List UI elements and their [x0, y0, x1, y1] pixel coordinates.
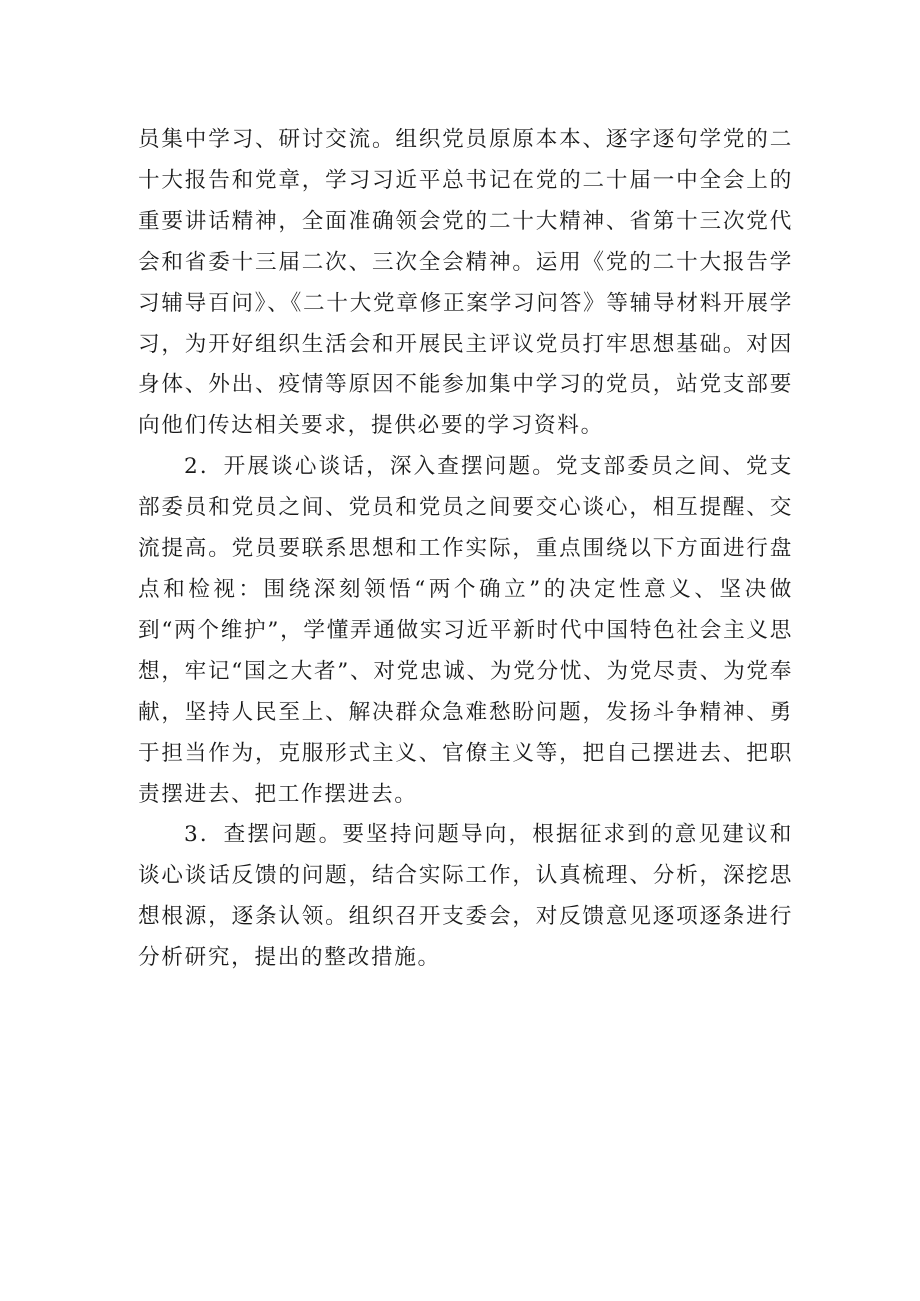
paragraph-identify-problems: 3．查摆问题。要坚持问题导向，根据征求到的意见建议和谈心谈话反馈的问题，结合实际工作，认真梳理、分析，深挖思想根源，逐条认领。组织召开支委会，对反馈意见逐项逐条进行分析研究，提出的整改措施。 — [138, 822, 793, 971]
paragraph-heart-to-heart-talks: 2．开展谈心谈话，深入查摆问题。党支部委员之间、党支部委员和党员之间、党员和党员之间要交心谈心，相互提醒、交流提高。党员要联系思想和工作实际，重点围绕以下方面进行盘点和检视：围绕深刻领悟“两个确立”的决定性意义、坚决做到“两个维护”，学懂弄通做实习近平新时代中国特色社会主义思想，牢记“国之大者”、对党忠诚、为党分忧、为党尽责、为党奉献，坚持人民至上、解决群众急难愁盼问题，发扬斗争精神、勇于担当作为，克服形式主义、官僚主义等，把自己摆进去、把职责摆进去、把工作摆进去。 — [138, 454, 793, 807]
document-body — [138, 120, 793, 979]
paragraph-continued-study: 员集中学习、研讨交流。组织党员原原本本、逐字逐句学党的二十大报告和党章，学习习近平总书记在党的二十届一中全会上的重要讲话精神，全面准确领会党的二十大精神、省第十三次党代会和省委十三届二次、三次全会精神。运用《党的二十大报告学习辅导百问》、《二十大党章修正案学习问答》等辅导材料开展学习，为开好组织生活会和开展民主评议党员打牢思想基础。对因身体、外出、疫情等原因不能参加集中学习的党员，站党支部要向他们传达相关要求，提供必要的学习资料。 — [138, 127, 793, 439]
